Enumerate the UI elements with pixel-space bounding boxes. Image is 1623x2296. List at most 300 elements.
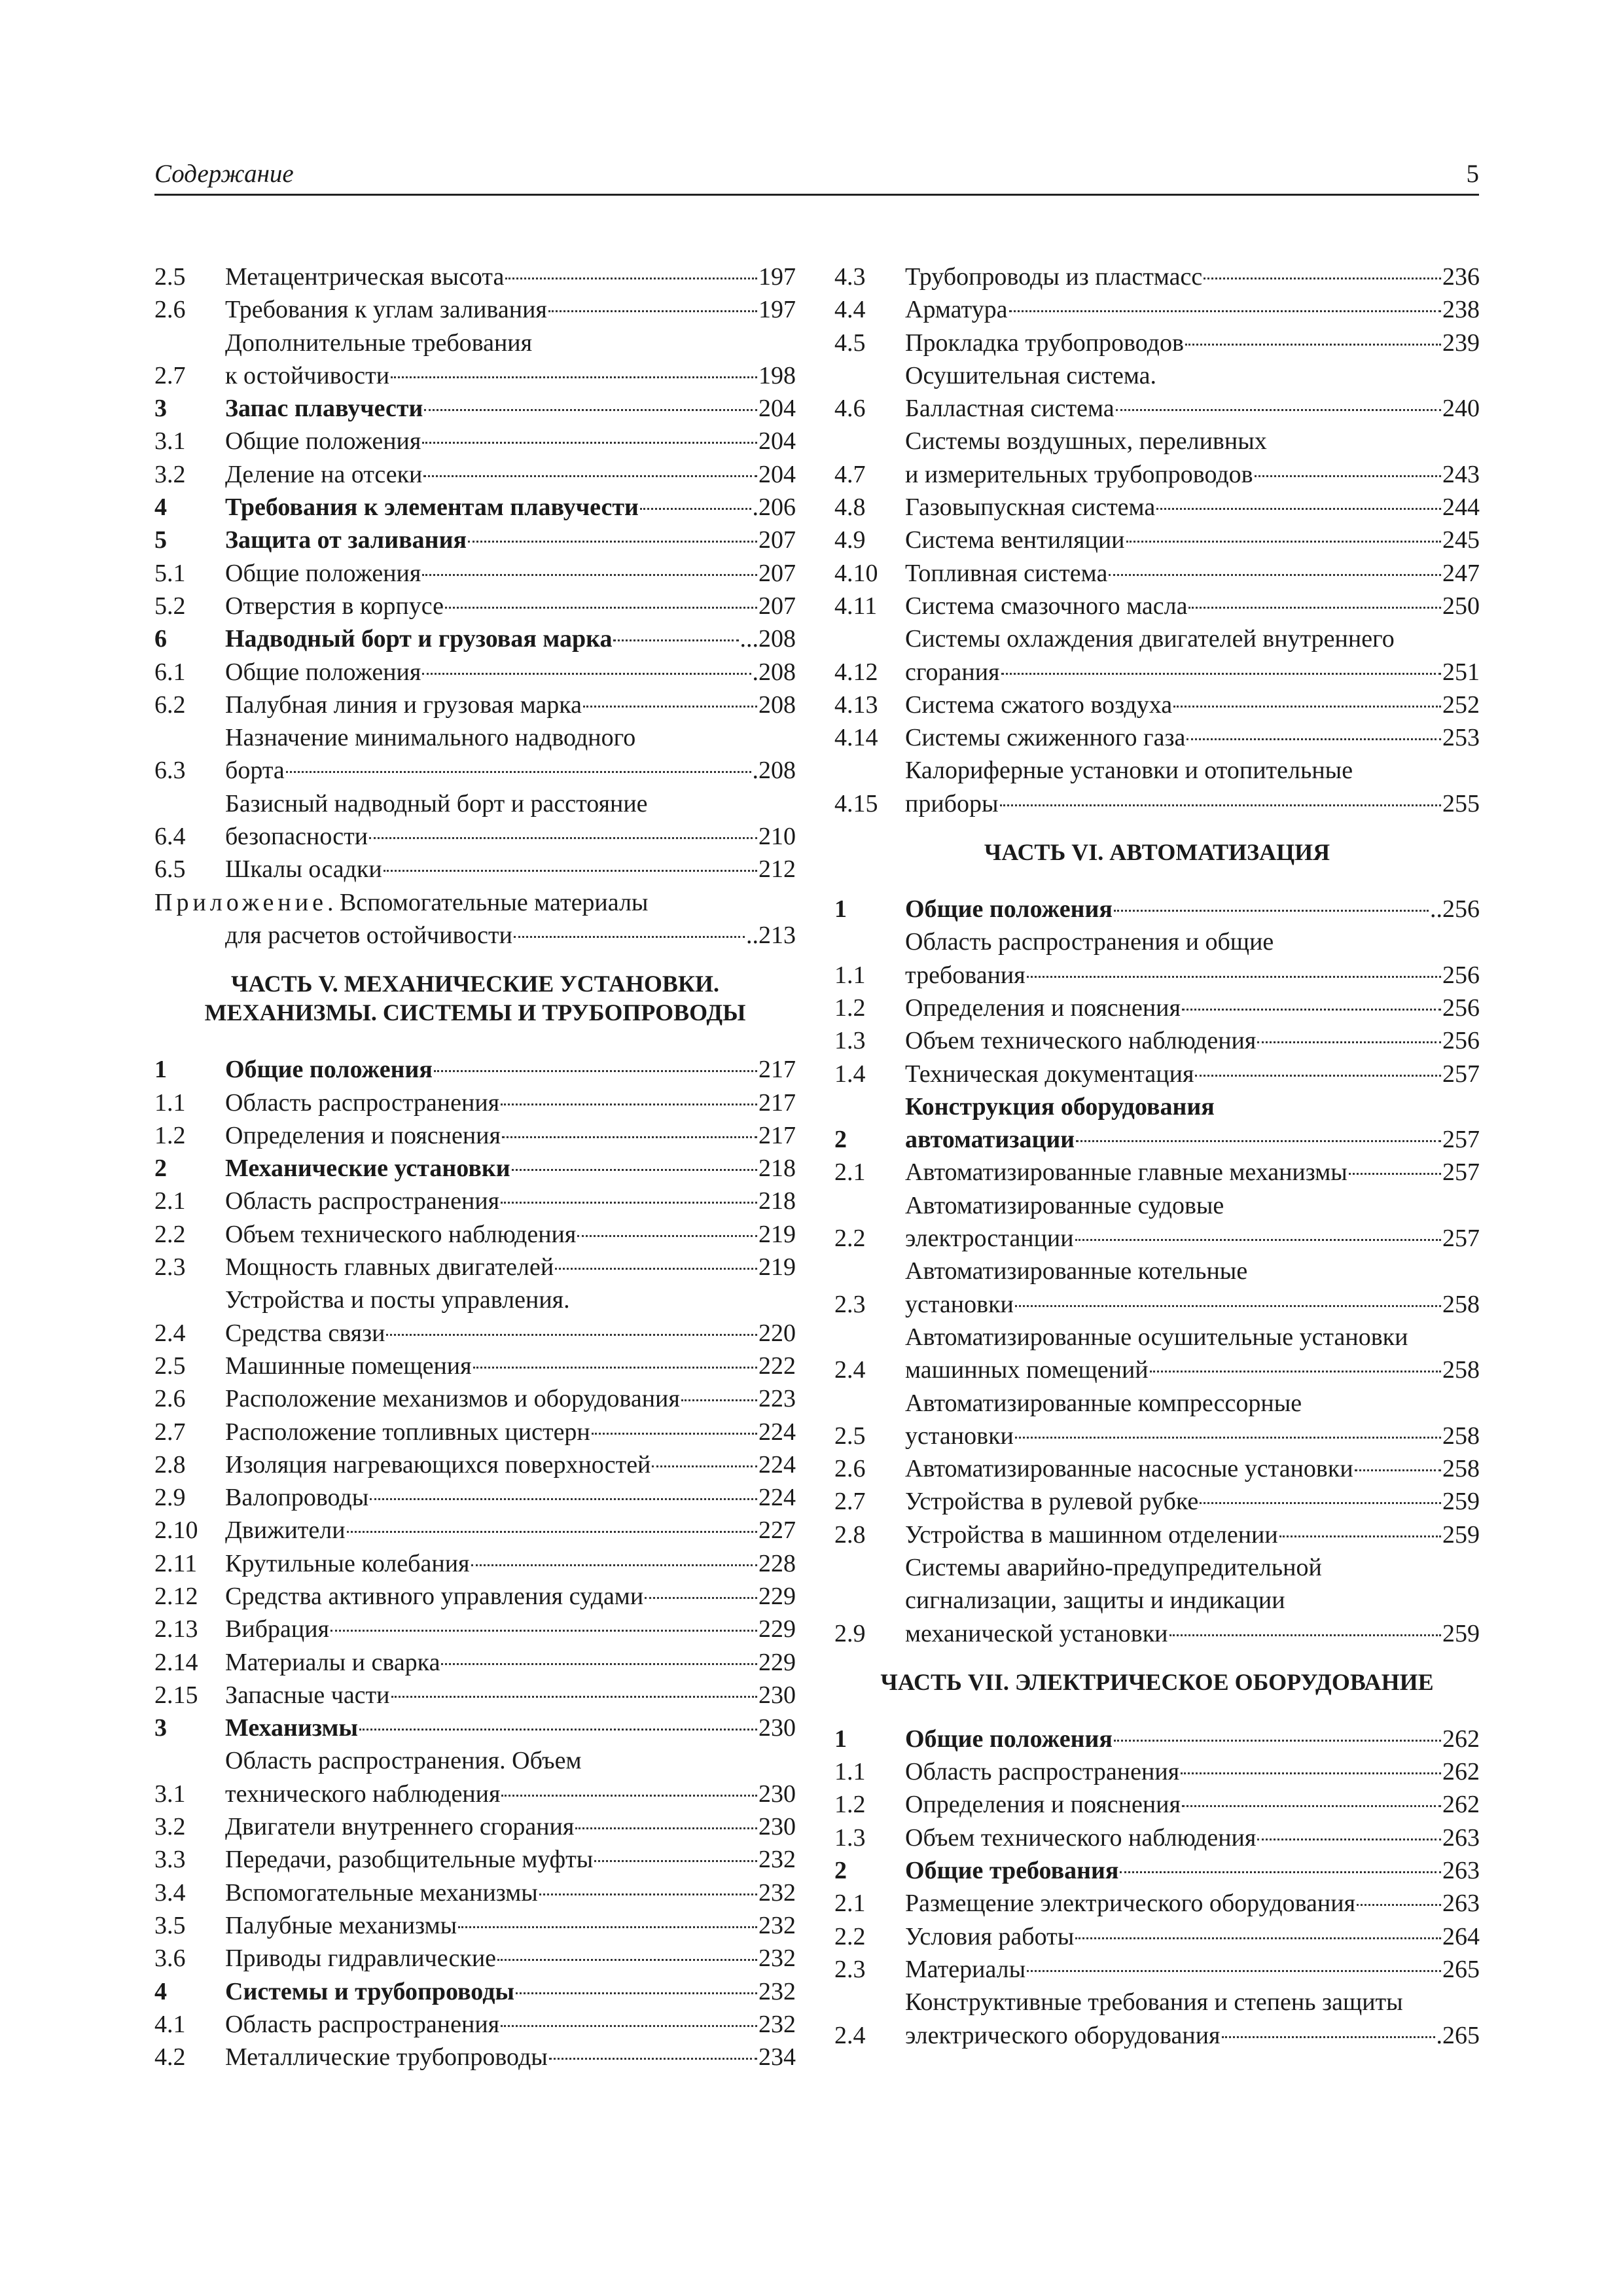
- toc-entry: [154, 1810, 796, 1843]
- entry-number: 2.2: [834, 1922, 866, 1950]
- entry-body: [225, 1942, 796, 1975]
- entry-page: 263: [1442, 1857, 1480, 1885]
- entry-page: 243: [1442, 460, 1480, 488]
- entry-title: Требования к углам заливания: [225, 296, 547, 324]
- dot-leader: [681, 1399, 757, 1401]
- entry-title: Объем технического наблюдения: [905, 1027, 1257, 1055]
- toc-entry: [154, 1185, 796, 1217]
- entry-page: 230: [758, 1681, 796, 1709]
- entry-number: 2.8: [834, 1520, 866, 1549]
- dot-leader: [1188, 607, 1441, 609]
- entry-number: 2.7: [834, 1488, 866, 1516]
- entry-number: 3: [154, 1714, 167, 1742]
- dot-leader: [1109, 574, 1441, 576]
- entry-number: 2.5: [154, 263, 186, 291]
- entry-page: 222: [758, 1352, 796, 1380]
- entry-page: 230: [758, 1813, 796, 1841]
- entry-title: Балластная система: [905, 395, 1115, 423]
- entry-body: [225, 1283, 796, 1350]
- entry-last-line: [905, 1755, 1480, 1788]
- toc-entry: [834, 1821, 1480, 1854]
- entry-page: 217: [758, 1121, 796, 1149]
- entry-body: [225, 1152, 796, 1185]
- dot-leader: [1182, 1805, 1441, 1807]
- toc-entry: [834, 1755, 1480, 1788]
- toc-entry: [834, 1321, 1480, 1387]
- entry-body: [905, 1485, 1480, 1518]
- entry-page: 259: [1442, 1619, 1480, 1647]
- entry-title-line: Автоматизированные котельные: [905, 1257, 1248, 1285]
- entry-page: 236: [1442, 263, 1480, 291]
- entry-last-line: [905, 893, 1480, 925]
- dot-leader: [539, 1893, 757, 1895]
- dot-leader: [549, 2058, 757, 2060]
- dot-leader: [1185, 344, 1441, 346]
- dot-leader: [434, 1070, 757, 1072]
- entry-title: Движители: [225, 1516, 346, 1545]
- toc-entry: [834, 992, 1480, 1024]
- entry-number: 2.3: [834, 1290, 866, 1318]
- entry-page: 250: [1442, 592, 1480, 620]
- entry-page: 207: [758, 592, 796, 620]
- page-header: [154, 153, 1479, 196]
- entry-title: Система вентиляции: [905, 526, 1125, 554]
- entry-body: [905, 1321, 1480, 1387]
- entry-last-line: [225, 1448, 796, 1481]
- entry-number: 3.3: [154, 1846, 186, 1874]
- dot-leader: [502, 1136, 757, 1138]
- entry-title-line: Конструктивные требования и степень защиты: [905, 1988, 1403, 2017]
- entry-body: [225, 1119, 796, 1152]
- toc-entry: [154, 1646, 796, 1679]
- entry-number: 1.2: [834, 994, 866, 1022]
- entry-title: Материалы и сварка: [225, 1648, 440, 1676]
- entry-last-line: [225, 1251, 796, 1283]
- entry-number: 5.2: [154, 592, 186, 620]
- entry-last-line: [225, 1646, 796, 1679]
- dot-leader: [1075, 1937, 1441, 1939]
- entry-title: Запасные части: [225, 1681, 390, 1709]
- dot-leader: [1076, 1140, 1441, 1142]
- dot-leader: [458, 1926, 757, 1928]
- entry-title-line: сигнализации, защиты и индикации: [905, 1587, 1285, 1615]
- toc-entry: [834, 491, 1480, 524]
- entry-number: 1.2: [834, 1791, 866, 1819]
- toc-entry: [834, 557, 1480, 590]
- entry-body: [225, 1712, 796, 1744]
- toc-entry: [154, 1416, 796, 1448]
- toc-entry: [154, 425, 796, 457]
- entry-title-line: Область распространения. Объем: [225, 1747, 582, 1775]
- entry-body: [905, 590, 1480, 622]
- entry-number: 6.1: [154, 658, 186, 686]
- toc-entry: [154, 590, 796, 622]
- entry-body: [905, 1387, 1480, 1453]
- entry-title: технического наблюдения: [225, 1780, 501, 1808]
- entry-title: Запас плавучести: [225, 395, 423, 423]
- entry-body: [225, 458, 796, 491]
- entry-body: [225, 689, 796, 721]
- dot-leader: [391, 1696, 758, 1698]
- entry-title: Общие положения: [225, 427, 421, 456]
- entry-body: [905, 1255, 1480, 1321]
- entry-page: 204: [758, 460, 796, 488]
- toc-entry: [834, 327, 1480, 359]
- entry-number: 1.1: [834, 961, 866, 989]
- entry-page: 232: [758, 1977, 796, 2005]
- entry-last-line: [225, 2008, 796, 2041]
- entry-title: Вибрация: [225, 1615, 330, 1643]
- toc-entry: [834, 1156, 1480, 1189]
- entry-number: 3.1: [154, 427, 186, 456]
- entry-number: 2.5: [154, 1352, 186, 1380]
- entry-last-line: [225, 1810, 796, 1843]
- entry-number: 4.13: [834, 691, 878, 719]
- dot-leader: [1279, 1535, 1441, 1537]
- entry-last-line: [225, 2041, 796, 2073]
- entry-number: 2.1: [834, 1890, 866, 1918]
- entry-number: 2: [834, 1126, 847, 1154]
- entry-last-line: [225, 359, 796, 392]
- entry-page: .208: [752, 757, 796, 785]
- entry-page: 210: [758, 823, 796, 851]
- toc-entry: [834, 721, 1480, 754]
- toc-entry: [154, 1909, 796, 1942]
- entry-title: Определения и пояснения: [225, 1121, 501, 1149]
- toc-entry: [834, 1551, 1480, 1650]
- entry-number: 3.5: [154, 1911, 186, 1939]
- entry-page: 257: [1442, 1158, 1480, 1187]
- entry-number: 4.9: [834, 526, 866, 554]
- entry-title: Размещение электрического оборудования: [905, 1890, 1356, 1918]
- dot-leader: [383, 870, 757, 872]
- entry-number: 1: [154, 1056, 167, 1084]
- spacer: [834, 820, 1480, 838]
- dot-leader: [423, 475, 757, 477]
- dot-leader: [1015, 1305, 1441, 1307]
- entry-body: [225, 1580, 796, 1613]
- entry-title: Средства связи: [225, 1319, 385, 1347]
- toc-entry: [834, 1255, 1480, 1321]
- entry-page: 229: [758, 1582, 796, 1610]
- entry-number: 4.15: [834, 789, 878, 817]
- entry-body: [905, 1156, 1480, 1189]
- entry-number: 2.9: [154, 1484, 186, 1512]
- entry-body: [225, 293, 796, 326]
- dot-leader: [468, 541, 757, 543]
- entry-title: Расположение механизмов и оборудования: [225, 1385, 680, 1413]
- entry-body: [225, 787, 796, 853]
- entry-last-line: [225, 1185, 796, 1217]
- entry-last-line: [905, 721, 1480, 754]
- entry-title-line: Назначение минимального надводного: [225, 724, 636, 752]
- entry-page: 252: [1442, 691, 1480, 719]
- toc-entry: [154, 1218, 796, 1251]
- dot-leader: [640, 508, 751, 510]
- entry-title: Область распространения: [225, 1187, 500, 1215]
- entry-page: 251: [1442, 658, 1480, 686]
- entry-page: .206: [752, 493, 796, 522]
- entry-title-line: Системы аварийно-предупредительной: [905, 1553, 1322, 1581]
- entry-last-line: [225, 458, 796, 491]
- toc-entry: [154, 1448, 796, 1481]
- spacer: [834, 1650, 1480, 1668]
- section-heading-line: МЕХАНИЗМЫ. СИСТЕМЫ И ТРУБОПРОВОДЫ: [204, 999, 746, 1026]
- entry-body: [225, 425, 796, 457]
- entry-number: 4.5: [834, 329, 866, 357]
- entry-page: 224: [758, 1418, 796, 1446]
- dot-leader: [1156, 508, 1441, 510]
- appendix-text: . Вспомогательные материалы: [327, 888, 649, 916]
- entry-page: 217: [758, 1088, 796, 1117]
- entry-title: Трубопроводы из пластмасс: [905, 263, 1203, 291]
- entry-last-line: [225, 1416, 796, 1448]
- entry-title: Устройства в машинном отделении: [905, 1520, 1278, 1549]
- entry-number: 2.6: [154, 296, 186, 324]
- entry-page: 240: [1442, 395, 1480, 423]
- entry-number: 4: [154, 1977, 167, 2005]
- entry-number: 2.10: [154, 1516, 198, 1545]
- dot-leader: [422, 574, 757, 576]
- entry-body: [225, 721, 796, 787]
- section-heading: [834, 1668, 1480, 1696]
- entry-last-line: [905, 557, 1480, 590]
- entry-title: Деление на отсеки: [225, 460, 423, 488]
- entry-body: [905, 1551, 1480, 1650]
- toc-entry: [154, 1350, 796, 1382]
- entry-body: [905, 1920, 1480, 1953]
- entry-body: [225, 1218, 796, 1251]
- entry-number: 1.1: [834, 1758, 866, 1786]
- entry-title: Условия работы: [905, 1922, 1075, 1950]
- entry-number: 2.6: [834, 1455, 866, 1483]
- entry-number: 4: [154, 493, 167, 522]
- entry-last-line: [225, 1382, 796, 1415]
- entry-page: 224: [758, 1450, 796, 1479]
- entry-title: механической установки: [905, 1619, 1168, 1647]
- dot-leader: [1257, 1041, 1441, 1043]
- toc-entry: [154, 1283, 796, 1350]
- entry-body: [905, 1953, 1480, 1986]
- entry-last-line: [905, 1821, 1480, 1854]
- toc-entry: [154, 1942, 796, 1975]
- entry-page: 219: [758, 1253, 796, 1282]
- toc-entry: [154, 557, 796, 590]
- entry-title: Арматура: [905, 296, 1008, 324]
- toc-entry: [154, 853, 796, 886]
- toc-entry: [154, 1679, 796, 1712]
- toc-entry: [834, 754, 1480, 820]
- dot-leader: [359, 1729, 757, 1731]
- entry-last-line: [225, 425, 796, 457]
- entry-title: установки: [905, 1422, 1014, 1450]
- entry-body: [225, 1416, 796, 1448]
- entry-last-line: [905, 1222, 1480, 1255]
- dot-leader: [1186, 738, 1441, 740]
- entry-title-line: Автоматизированные судовые: [905, 1191, 1224, 1219]
- entry-last-line: [225, 1843, 796, 1876]
- entry-title: Требования к элементам плавучести: [225, 493, 639, 522]
- entry-page: ...208: [740, 625, 796, 653]
- entry-number: 4.6: [834, 395, 866, 423]
- entry-body: [905, 524, 1480, 556]
- dot-leader: [652, 1465, 757, 1467]
- dot-leader: [445, 607, 757, 609]
- entry-title-line: Автоматизированные компрессорные: [905, 1389, 1302, 1417]
- toc-entry: [154, 1712, 796, 1744]
- entry-number: 2: [154, 1155, 167, 1183]
- entry-page: 218: [758, 1155, 796, 1183]
- entry-body: [225, 392, 796, 425]
- dot-leader: [501, 2025, 757, 2027]
- entry-number: 2.11: [154, 1549, 198, 1577]
- entry-number: 6.2: [154, 691, 186, 719]
- entry-number: 3: [154, 395, 167, 423]
- dot-leader: [1126, 541, 1442, 543]
- entry-title: электростанции: [905, 1225, 1074, 1253]
- entry-body: [225, 1679, 796, 1712]
- entry-body: [225, 1547, 796, 1580]
- entry-number: 2.1: [154, 1187, 186, 1215]
- dot-leader: [505, 278, 757, 279]
- entry-page: 229: [758, 1648, 796, 1676]
- entry-number: 6.4: [154, 823, 186, 851]
- toc-entry: [154, 260, 796, 293]
- entry-body: [905, 1821, 1480, 1854]
- entry-last-line: [905, 1420, 1480, 1452]
- entry-body: [225, 656, 796, 689]
- entry-body: [225, 524, 796, 556]
- entry-page: 259: [1442, 1520, 1480, 1549]
- dot-leader: [1181, 1772, 1441, 1774]
- section-heading: [834, 838, 1480, 867]
- entry-title: Крутильные колебания: [225, 1549, 470, 1577]
- toc-entry: [154, 656, 796, 689]
- entry-title: Средства активного управления судами: [225, 1582, 644, 1610]
- dot-leader: [1001, 673, 1441, 675]
- entry-body: [905, 1986, 1480, 2052]
- dot-leader: [501, 1202, 757, 1204]
- dot-leader: [1114, 1740, 1441, 1742]
- dot-leader: [1355, 1469, 1441, 1471]
- entry-number: 5.1: [154, 559, 186, 587]
- entry-number: 4.7: [834, 460, 866, 488]
- entry-body: [225, 1975, 796, 2008]
- entry-page: 259: [1442, 1488, 1480, 1516]
- dot-leader: [330, 1630, 757, 1632]
- dot-leader: [1257, 1839, 1441, 1840]
- dot-leader: [386, 1334, 757, 1336]
- entry-number: 2.4: [834, 2021, 866, 2049]
- entry-number: 3.2: [154, 460, 186, 488]
- entry-number: 4.4: [834, 296, 866, 324]
- dot-leader: [1200, 1502, 1441, 1504]
- entry-last-line: [225, 1679, 796, 1712]
- dot-leader: [1222, 2036, 1435, 2038]
- entry-last-line: [225, 820, 796, 853]
- entry-last-line: [905, 1156, 1480, 1189]
- entry-number: 6.5: [154, 855, 186, 884]
- entry-body: [225, 2008, 796, 2041]
- entry-page: 247: [1442, 559, 1480, 587]
- entry-body: [905, 622, 1480, 689]
- entry-title: Палубные механизмы: [225, 1911, 457, 1939]
- entry-title: безопасности: [225, 823, 368, 851]
- entry-number: 3.6: [154, 1945, 186, 1973]
- entry-title-line: Системы охлаждения двигателей внутреннего: [905, 625, 1395, 653]
- toc-entry: [154, 1547, 796, 1580]
- entry-page: 212: [758, 855, 796, 884]
- entry-title: Палубная линия и грузовая марка: [225, 691, 582, 719]
- dot-leader: [1182, 1009, 1441, 1011]
- entry-title-line: Дополнительные требования: [225, 329, 533, 357]
- toc-entry: [834, 1090, 1480, 1157]
- entry-last-line: [905, 1788, 1480, 1821]
- toc-column-left: [154, 260, 796, 2073]
- entry-body: [905, 1024, 1480, 1057]
- entry-title: и измерительных трубопроводов: [905, 460, 1253, 488]
- entry-title: электрического оборудования: [905, 2021, 1221, 2049]
- entry-title: Надводный борт и грузовая марка: [225, 625, 613, 653]
- entry-body: [905, 754, 1480, 820]
- entry-number: 2.15: [154, 1681, 198, 1709]
- toc-entry: [834, 524, 1480, 556]
- dot-leader: [424, 409, 757, 411]
- entry-title-line: Осушительная система.: [905, 361, 1157, 389]
- spacer: [834, 1696, 1480, 1723]
- entry-page: 257: [1442, 1060, 1480, 1088]
- toc-entry: [834, 1986, 1480, 2052]
- entry-page: 258: [1442, 1290, 1480, 1318]
- toc-entry: [154, 2041, 796, 2073]
- entry-number: 6: [154, 625, 167, 653]
- dot-leader: [594, 1860, 757, 1862]
- entry-body: [905, 1788, 1480, 1821]
- toc-entry: [834, 622, 1480, 689]
- entry-page: 258: [1442, 1455, 1480, 1483]
- entry-title: Изоляция нагревающихся поверхностей: [225, 1450, 651, 1479]
- entry-title: Газовыпускная система: [905, 493, 1156, 522]
- entry-page: 256: [1442, 961, 1480, 989]
- entry-body: [225, 1843, 796, 1876]
- entry-title: Определения и пояснения: [905, 1791, 1181, 1819]
- entry-number: 4.1: [154, 2010, 186, 2038]
- dot-leader: [1009, 310, 1441, 312]
- entry-last-line: [905, 1354, 1480, 1386]
- entry-number: 3.1: [154, 1780, 186, 1808]
- entry-body: [905, 1854, 1480, 1887]
- entry-page: 232: [758, 1878, 796, 1907]
- entry-last-line: [905, 491, 1480, 524]
- entry-last-line: [905, 1058, 1480, 1090]
- entry-body: [225, 1514, 796, 1547]
- entry-page: 253: [1442, 724, 1480, 752]
- toc-entry: [834, 1387, 1480, 1453]
- entry-title: Область распространения: [225, 2010, 500, 2038]
- entry-body: [225, 853, 796, 886]
- entry-body: [905, 260, 1480, 293]
- entry-page: .208: [752, 658, 796, 686]
- entry-page: 262: [1442, 1758, 1480, 1786]
- dot-leader: [577, 1235, 757, 1237]
- entry-body: [905, 557, 1480, 590]
- toc-entry: [834, 1485, 1480, 1518]
- entry-body: [225, 1350, 796, 1382]
- entry-page: 197: [758, 263, 796, 291]
- entry-last-line: [905, 590, 1480, 622]
- entry-body: [225, 1448, 796, 1481]
- entry-last-line: [225, 491, 796, 524]
